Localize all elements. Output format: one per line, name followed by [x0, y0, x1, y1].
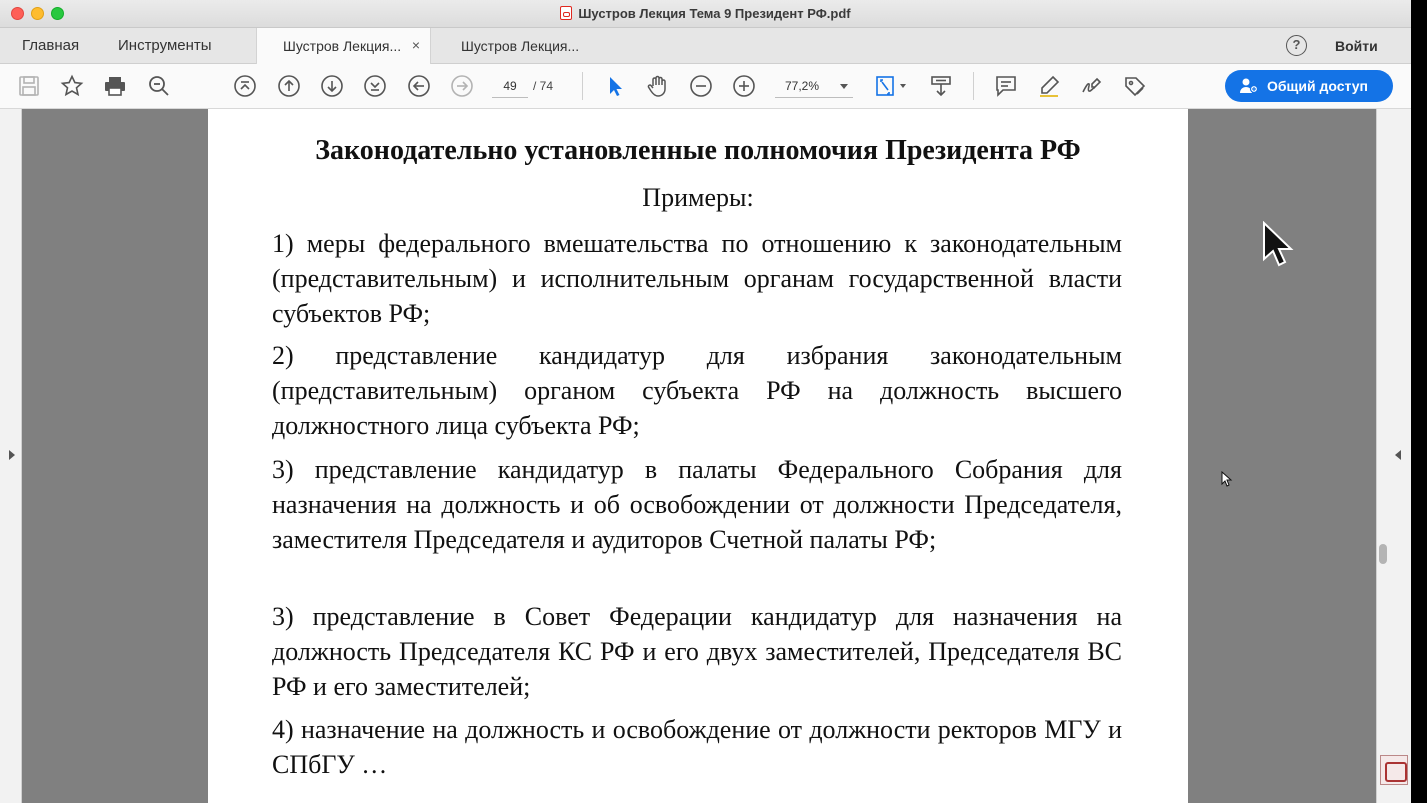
toolbar: [0, 64, 1411, 109]
right-panel-toggle[interactable]: [1376, 109, 1411, 803]
chevron-down-icon: [840, 84, 848, 89]
last-page-icon[interactable]: [363, 74, 387, 98]
title-bar: [0, 0, 1411, 28]
next-page-icon[interactable]: [320, 74, 344, 98]
zoom-out-search-icon[interactable]: [147, 74, 171, 98]
first-page-icon[interactable]: [233, 74, 257, 98]
paragraph: 4) назначение на должность и освобождение от должности ректоров МГУ и СПбГУ …: [272, 715, 1122, 779]
forward-view-icon[interactable]: [450, 74, 474, 98]
bookmark-star-icon[interactable]: [60, 74, 84, 98]
login-button[interactable]: Войти: [1335, 38, 1378, 54]
expand-left-panel-icon[interactable]: [9, 450, 15, 460]
paragraph: 3) представление кандидатур в палаты Федерального Собрания для назначения на должность и об освобождении от должности Председателя, заместителя Председателя и аудиторов Счетной палаты РФ;: [272, 455, 1122, 554]
page-count: / 74: [533, 79, 554, 93]
mouse-cursor-icon: [1221, 471, 1233, 493]
paragraph: 3) представление в Совет Федерации кандидатур для назначения на должность Председателя КС РФ и его двух заместителей, Председателя ВС РФ и его заместителей;: [272, 602, 1122, 701]
select-cursor-icon[interactable]: [603, 74, 627, 98]
window-title: [0, 6, 1411, 21]
share-button-label: Общий доступ: [1267, 78, 1368, 94]
zoom-out-icon[interactable]: [689, 74, 713, 98]
hand-tool-icon[interactable]: [646, 74, 670, 98]
mouse-cursor-icon: [1262, 221, 1296, 272]
zoom-level-select[interactable]: [775, 74, 853, 98]
comment-icon[interactable]: [994, 74, 1018, 98]
back-view-icon[interactable]: [407, 74, 431, 98]
tab-document-label: Шустров Лекция...: [461, 38, 580, 54]
print-icon[interactable]: [103, 74, 127, 98]
vertical-scrollbar-thumb[interactable]: [1379, 544, 1387, 564]
add-user-icon: [1240, 78, 1258, 94]
tab-bar: [0, 28, 1411, 64]
page-number-input[interactable]: 49: [492, 74, 528, 98]
page-subheading: Примеры:: [642, 183, 754, 212]
tab-document-active[interactable]: [256, 28, 431, 64]
tag-edit-icon[interactable]: [1123, 74, 1147, 98]
app-logo-icon: [1380, 755, 1408, 785]
tab-document-label: Шустров Лекция...: [283, 38, 402, 54]
pdf-page: [208, 109, 1188, 803]
toolbar-divider: [582, 72, 583, 100]
previous-page-icon[interactable]: [277, 74, 301, 98]
highlight-pen-icon[interactable]: [1037, 74, 1061, 98]
help-button[interactable]: ?: [1286, 35, 1307, 56]
expand-right-panel-icon[interactable]: [1395, 450, 1401, 460]
close-tab-icon[interactable]: ×: [411, 37, 420, 53]
share-button[interactable]: [1225, 70, 1393, 102]
sign-icon[interactable]: [1080, 74, 1104, 98]
paragraph: 1) меры федерального вмешательства по отношению к законодательным (представительным) и исполнительным органам государственной власти субъектов РФ;: [272, 229, 1122, 328]
fit-page-icon[interactable]: [874, 74, 910, 98]
window-title-text: Шустров Лекция Тема 9 Президент РФ.pdf: [578, 6, 851, 21]
toolbar-divider: [973, 72, 974, 100]
page-heading: Законодательно установленные полномочия Президента РФ: [315, 135, 1081, 166]
tab-tools[interactable]: Инструменты: [118, 37, 212, 54]
zoom-level-value: 77,2%: [785, 79, 820, 93]
pdf-file-icon: [560, 6, 572, 20]
scroll-mode-icon[interactable]: [929, 74, 953, 98]
tab-document[interactable]: [441, 28, 611, 64]
save-icon[interactable]: [17, 74, 41, 98]
paragraph: 2) представление кандидатур для избрания законодательным (представительным) органом субъекта РФ на должность высшего должностного лица субъекта РФ;: [272, 341, 1122, 440]
zoom-in-icon[interactable]: [732, 74, 756, 98]
tab-home[interactable]: Главная: [22, 37, 80, 54]
